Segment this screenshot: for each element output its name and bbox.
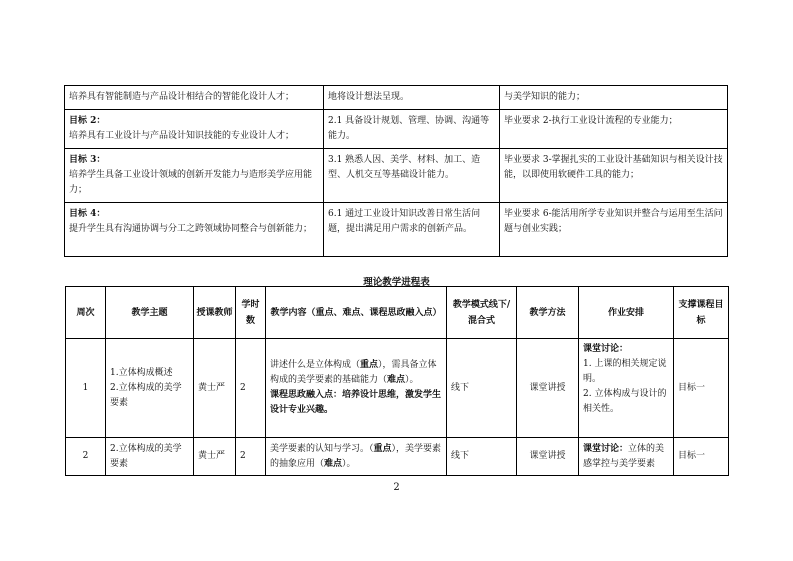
objective-desc: 培养具有工业设计与产品设计知识技能的专业设计人才； <box>69 131 295 141</box>
support-cell: 目标一 <box>674 438 729 476</box>
method-cell: 课堂讲授 <box>517 339 579 438</box>
schedule-header-row <box>66 287 729 339</box>
ability-cell <box>324 149 500 203</box>
homework-item: 2. 立体构成与设计的相关性。 <box>583 389 667 414</box>
topic-line: 1.立体构成概述 <box>110 367 173 378</box>
content-text: ）。 <box>405 375 419 385</box>
ability-cell <box>324 203 500 257</box>
homework-item: 立体的美感掌控与美学要素 <box>583 443 665 469</box>
header-hours: 学时数 <box>236 287 266 339</box>
header-content: 教学内容（重点、难点、课程思政融入点） <box>266 287 447 339</box>
week-cell: 2 <box>66 438 106 476</box>
objective-cell <box>65 203 324 257</box>
objective-desc: 培养具有智能制造与产品设计相结合的智能化设计人才； <box>69 92 295 102</box>
objective-cell <box>65 110 324 149</box>
header-homework: 作业安排 <box>579 287 674 339</box>
table-row <box>66 339 729 438</box>
topic-cell: 2.立体构成的美学要素 <box>106 438 194 476</box>
requirement-cell <box>500 149 728 203</box>
requirement-text: 毕业要求 6-能活用所学专业知识并整合与运用至生活问题与创业实践； <box>504 209 723 234</box>
content-text: ），美学要素的抽象应用（ <box>270 443 442 469</box>
difficult-point: 难点 <box>387 375 406 385</box>
ability-text: 3.1 熟悉人因、美学、材料、加工、造型、人机交互等基础设计能力。 <box>328 155 481 180</box>
content-text: 美学要素的认知与学习。（ <box>270 443 374 454</box>
week-cell: 1 <box>66 339 106 438</box>
requirement-text: 毕业要求 3-掌握扎实的工业设计基础知识与相关设计技能，以即使用软硬件工具的能力； <box>504 155 723 180</box>
hours-cell: 2 <box>236 339 266 438</box>
homework-heading: 课堂讨论： <box>583 443 629 454</box>
homework-cell <box>579 438 674 476</box>
hours-cell: 2 <box>236 438 266 476</box>
ability-text: 6.1 通过工业设计知识改善日常生活问题，提出满足用户需求的创新产品。 <box>328 209 481 234</box>
mode-cell: 线下 <box>447 339 517 438</box>
key-point: 重点 <box>373 443 392 454</box>
content-cell <box>266 438 447 476</box>
header-method: 教学方法 <box>517 287 579 339</box>
ability-text: 2.1 具备设计规划、管理、协调、沟通等能力。 <box>328 116 490 141</box>
requirement-cell <box>500 110 728 149</box>
objective-desc: 培养学生具备工业设计领域的创新开发能力与造形美学应用能力； <box>69 170 313 195</box>
schedule-title: 理论教学进程表 <box>363 277 430 288</box>
header-support: 支撑课程目标 <box>674 287 729 339</box>
mode-cell: 线下 <box>447 438 517 476</box>
schedule-table <box>65 286 729 476</box>
teacher-cell: 黄士严 <box>194 438 236 476</box>
requirement-cell <box>500 86 728 110</box>
objective-title: 目标 2： <box>69 116 106 126</box>
topic-cell <box>106 339 194 438</box>
objective-desc: 提升学生具有沟通协调与分工之跨领域协同整合与创新能力； <box>69 224 313 234</box>
header-teacher: 授课教师 <box>194 287 236 339</box>
ability-cell <box>324 110 500 149</box>
objective-cell <box>65 149 324 203</box>
method-cell: 课堂讲授 <box>517 438 579 476</box>
header-mode: 教学模式线下/混合式 <box>447 287 517 339</box>
content-text: 讲述什么是立体构成（ <box>270 360 361 370</box>
homework-heading: 课堂讨论： <box>583 344 629 354</box>
homework-item: 1. 上课的相关规定说明。 <box>583 359 667 384</box>
requirement-cell <box>500 203 728 257</box>
requirement-text: 与美学知识的能力； <box>504 92 586 102</box>
objectives-row <box>65 110 728 149</box>
support-cell: 目标一 <box>674 339 729 438</box>
teacher-cell: 黄士严 <box>194 339 236 438</box>
objectives-row <box>65 86 728 110</box>
objective-cell <box>65 86 324 110</box>
requirement-text: 毕业要求 2-执行工业设计流程的专业能力； <box>504 116 678 126</box>
header-topic: 教学主题 <box>106 287 194 339</box>
objective-title: 目标 3： <box>69 155 106 165</box>
ability-text: 地将设计想法呈现。 <box>328 92 410 102</box>
key-point: 重点 <box>360 360 379 370</box>
content-cell <box>266 339 447 438</box>
objective-title: 目标 4： <box>69 209 106 219</box>
page-number: 2 <box>393 482 400 493</box>
objectives-row <box>65 203 728 257</box>
objectives-row <box>65 149 728 203</box>
header-week: 周次 <box>66 287 106 339</box>
ability-cell <box>324 86 500 110</box>
objectives-table <box>64 85 728 257</box>
difficult-point: 难点 <box>324 458 343 469</box>
homework-cell <box>579 339 674 438</box>
ideology-point: 课程思政融入点：培养设计思维，激发学生设计专业兴趣。 <box>270 390 442 415</box>
content-text: ），需具备立体构成的美学要素的基础能力（ <box>270 360 437 385</box>
table-row <box>66 438 729 476</box>
content-text: ）。 <box>342 458 356 469</box>
topic-line: 2.立体构成的美学要素 <box>110 382 182 408</box>
